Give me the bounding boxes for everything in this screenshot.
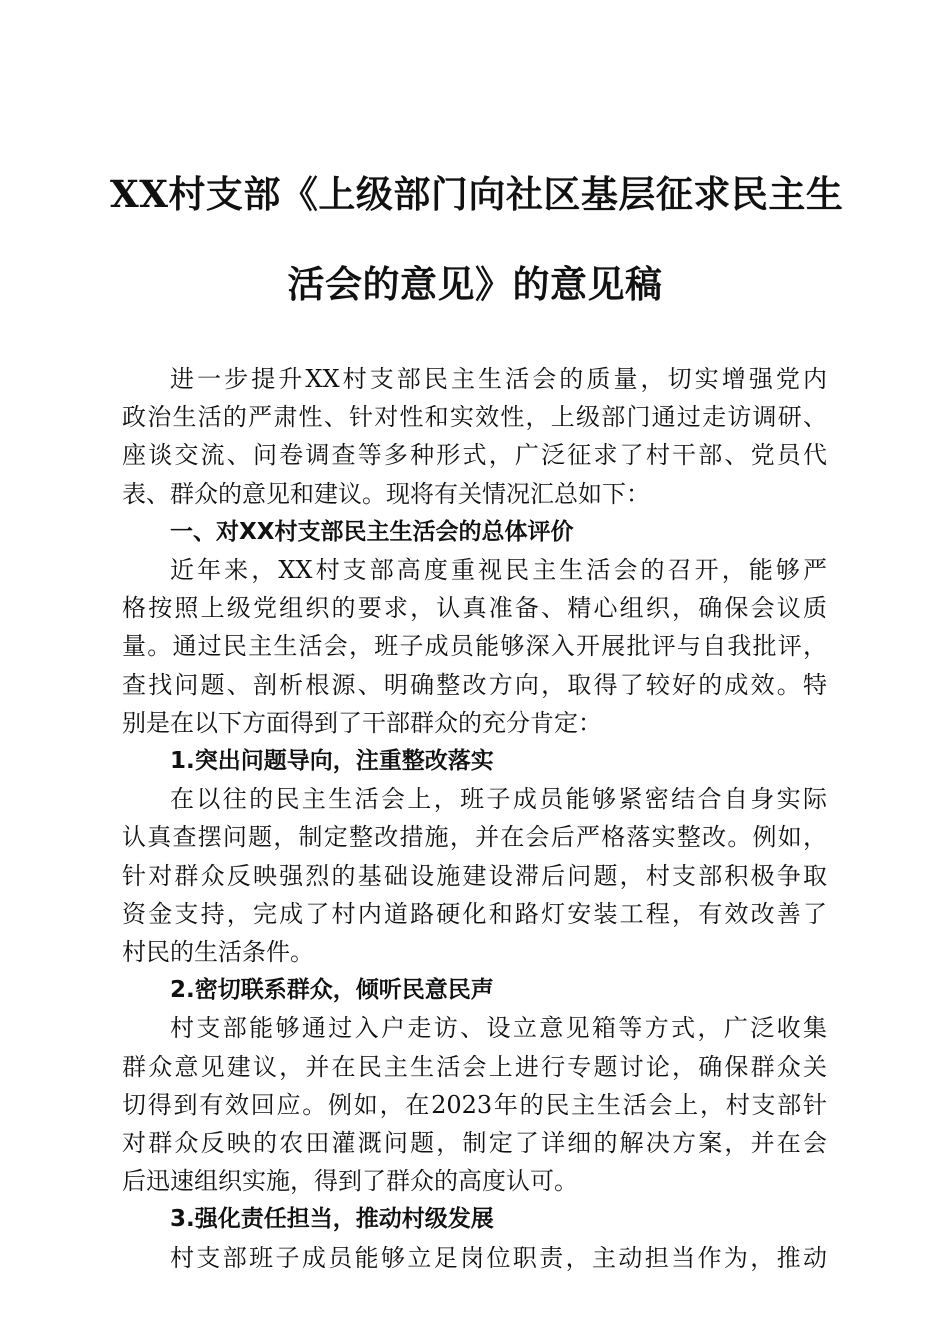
document-title-line-1: XX村支部《上级部门向社区基层征求民主生 [110,172,844,216]
item-3-paragraph [122,1239,827,1277]
intro-line: 进一步提升XX村支部民主生活会的质量，切实增强党内 [170,365,827,393]
section-1-paragraph [122,551,827,742]
item-2-line: 切得到有效回应。例如，在2023年的民主生活会上，村支部针 [122,1090,827,1119]
item-2-line: 后迅速组织实施，得到了群众的高度认可。 [122,1167,578,1196]
item-1-line: 资金支持，完成了村内道路硬化和路灯安装工程，有效改善了 [122,899,827,928]
document-body [122,360,827,1277]
item-3-heading: 3.强化责任担当，推动村级发展 [170,1206,494,1233]
item-2-paragraph [122,1009,827,1200]
section-1-line: 查找问题、剖析根源、明确整改方向，取得了较好的成效。特 [122,670,827,699]
intro-paragraph [122,360,827,513]
section-1-line: 量。通过民主生活会，班子成员能够深入开展批评与自我批评， [122,632,827,661]
intro-line: 政治生活的严肃性、针对性和实效性，上级部门通过走访调研、 [122,403,827,432]
item-2-line: 村支部能够通过入户走访、设立意见箱等方式，广泛收集 [170,1014,827,1043]
item-1-paragraph [122,780,827,971]
document-title-line-2: 活会的意见》的意见稿 [287,262,663,306]
section-1-line: 格按照上级党组织的要求，认真准备、精心组织，确保会议质 [122,594,827,623]
section-1-line: 别是在以下方面得到了干部群众的充分肯定： [122,708,602,737]
item-2-line: 群众意见建议，并在民主生活会上进行专题讨论，确保群众关 [122,1052,827,1081]
item-1-heading: 1.突出问题导向，注重整改落实 [170,748,494,775]
item-1-line: 针对群众反映强烈的基础设施建设滞后问题，村支部积极争取 [122,861,827,890]
item-1-line: 村民的生活条件。 [122,938,314,967]
intro-line: 表、群众的意见和建议。现将有关情况汇总如下： [122,479,650,508]
item-1-line: 认真查摆问题，制定整改措施，并在会后严格落实整改。例如， [122,823,827,852]
item-1-line: 在以往的民主生活会上，班子成员能够紧密结合自身实际 [170,785,827,814]
item-2-heading: 2.密切联系群众，倾听民意民声 [170,977,494,1004]
item-3-line: 村支部班子成员能够立足岗位职责，主动担当作为，推动 [170,1243,827,1272]
section-1-line: 近年来，XX村支部高度重视民主生活会的召开，能够严 [170,556,827,585]
section-1-heading: 一、对XX村支部民主生活会的总体评价 [170,518,574,545]
item-2-line: 对群众反映的农田灌溉问题，制定了详细的解决方案，并在会 [122,1129,827,1158]
intro-line: 座谈交流、问卷调查等多种形式，广泛征求了村干部、党员代 [122,441,827,470]
